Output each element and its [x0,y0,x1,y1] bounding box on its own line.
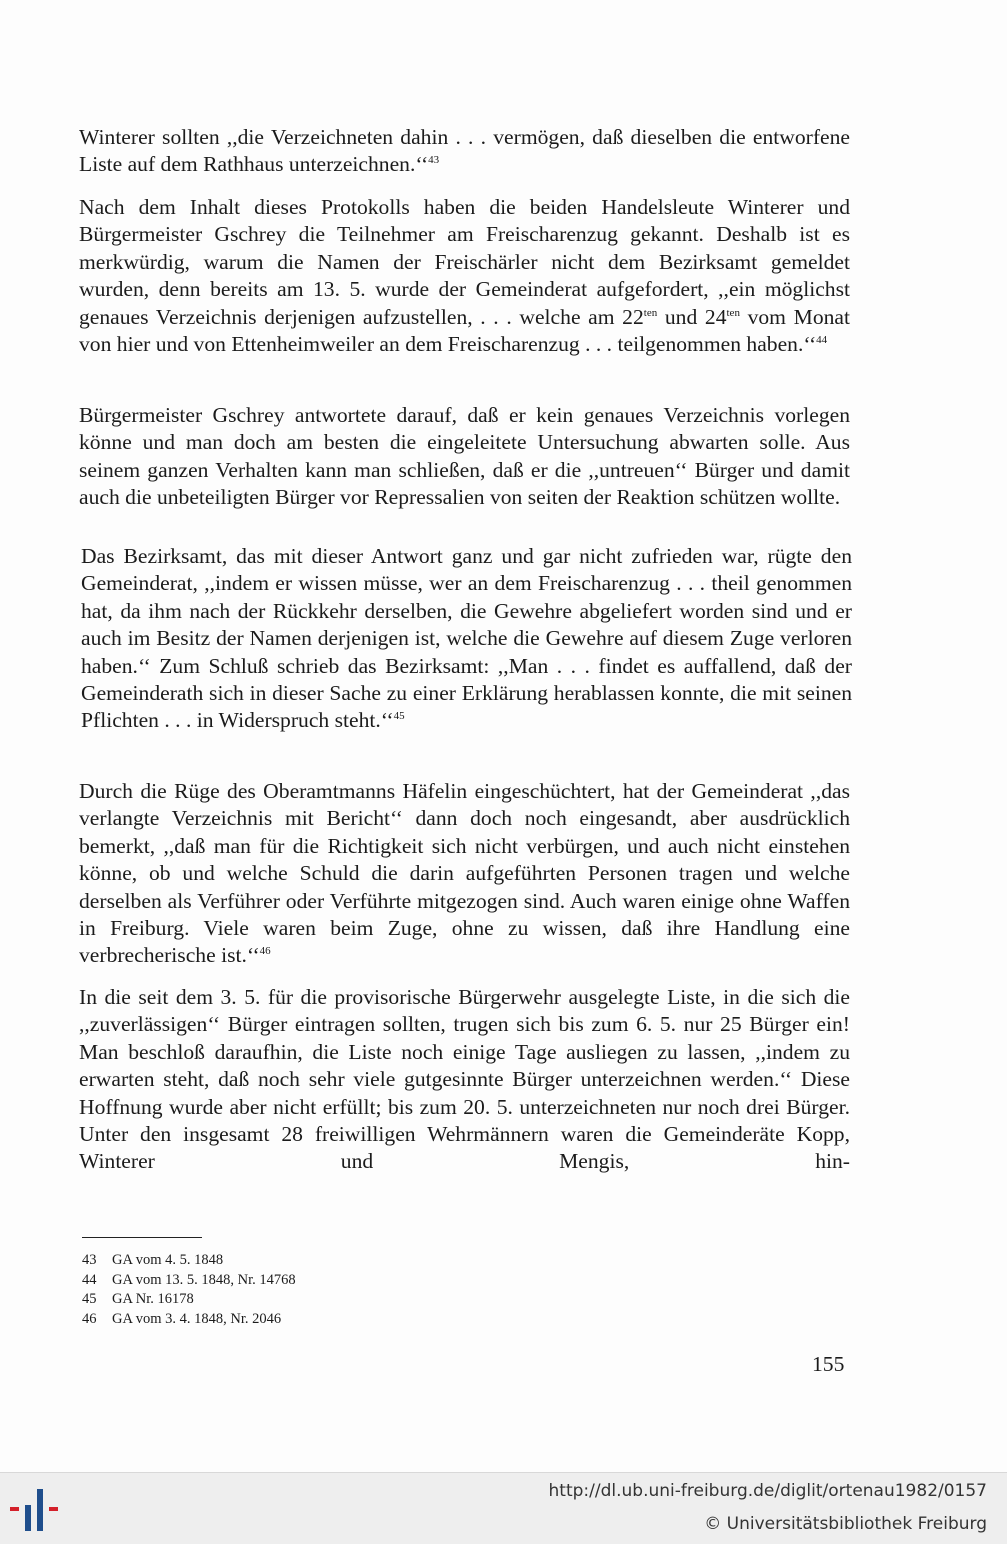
paragraph-5-text: Durch die Rüge des Oberamtmanns Häfelin eingeschüchtert, hat der Gemeinderat ,,das verlangte Verzeichnis mit Bericht‘‘ dann doch noch eingesandt, aber ausdrücklich bemerkt, ,,daß man für die Richtigkeit sich nicht verbürgen, und auch nicht einstehen könne, ob und welche Schuld die darin aufgeführten Personen tragen und welche derselben als Verführer oder Verführte mitgezogen sind. Auch waren einige ohne Waffen in Freiburg. Viele waren beim Zuge, ohne zu wissen, daß ihre Handlung eine verbrecherische ist.‘‘ [79,779,850,968]
footnote-43 [82,1251,296,1271]
paragraph-1 [79,124,850,179]
footnote-text: GA vom 3. 4. 1848, Nr. 2046 [112,1310,282,1327]
footnotes [82,1251,296,1329]
permalink-url-link[interactable]: http://dl.ub.uni-freiburg.de/diglit/ortenau1982/0157 [548,1481,987,1501]
library-footer-bar [0,1472,1007,1544]
paragraph-6-text: In die seit dem 3. 5. für die provisorische Bürgerwehr ausgelegte Liste, in die sich die ,,zuverlässigen‘‘ Bürger eintragen sollten, trugen sich bis zum 6. 5. nur 25 Bürger ein! Man beschloß daraufhin, die Liste noch einige Tage ausliegen zu lassen, ,,indem zu erwarten steht, daß noch sehr viele gutgesinnte Bürger unterzeichnen werden.‘‘ Diese Hoffnung wurde aber nicht erfüllt; bis zum 20. 5. unterzeichneten nur noch drei Bürger. Unter den insgesamt 28 freiwilligen Wehrmännern waren die Gemeinderäte Kopp, Winterer und Mengis, hin- [79,985,850,1174]
footnote-text: GA Nr. 16178 [112,1291,194,1307]
footnote-44 [82,1271,296,1291]
footnote-ref-43: 43 [428,154,440,167]
page-number: 155 [812,1352,845,1376]
footnote-text: GA vom 13. 5. 1848, Nr. 14768 [112,1271,296,1288]
footnote-46 [82,1310,296,1330]
paragraph-2-text-b: und 24 [657,304,727,329]
footnote-number: 46 [82,1310,97,1327]
superscript-ten-2: ten [726,306,740,319]
paragraph-4-text: Das Bezirksamt, das mit dieser Antwort ganz und gar nicht zufrieden war, rügte den Gemeinderat, ,,indem er wissen müsse, wer an dem Freischarenzug . . . theil genommen hat, da ihm nach der Rückkehr derselben, die Gewehre abgeliefert worden sind und er auch im Besitz der Namen derjenigen ist, welche die Gewehre auf diesem Zuge verloren haben.‘‘ Zum Schluß schrieb das Bezirksamt: ,,Man . . . findet es auffallend, daß der Gemeinderath sich in dieser Sache zu einer Erklärung herablassen konnte, die mit seinen Pflichten . . . in Widerspruch steht.‘‘ [81,544,852,733]
paragraph-2-text-c: vom Monat von hier und von Ettenheimweiler an dem Freischarenzug . . . teilgenommen haben.‘‘ [79,304,850,357]
superscript-ten-1: ten [643,306,658,319]
footnote-ref-44: 44 [816,333,828,346]
footnote-number: 43 [82,1252,97,1268]
paragraph-2 [79,194,850,358]
paragraph-2-text-a: Nach dem Inhalt dieses Protokolls haben die beiden Handelsleute Winterer und Bürgermeister Gschrey die Teilnehmer am Freischarenzug gekannt. Deshalb ist es merkwürdig, warum die Namen der Freischärler nicht dem Bezirksamt gemeldet wurden, denn bereits am 13. 5. wurde der Gemeinderat aufgefordert, ,,ein möglichst genaues Verzeichnis derjenigen aufzustellen, . . . welche am 22 [79,195,850,329]
copyright-notice: © Universitätsbibliothek Freiburg [704,1514,987,1534]
paragraph-3 [79,402,850,512]
footnote-45 [82,1290,296,1310]
paragraph-3-text: Bürgermeister Gschrey antwortete darauf, daß er kein genaues Verzeichnis vorlegen könne und man doch am besten die eingeleitete Untersuchung abwarten solle. Aus seinem ganzen Verhalten kann man schließen, daß er die ,,untreuen‘‘ Bürger und damit auch die unbeteiligten Bürger vor Repressalien von seiten der Reaktion schützen wollte. [79,403,850,510]
footnote-divider [82,1237,202,1238]
footnote-text: GA vom 4. 5. 1848 [112,1252,224,1268]
footnote-number: 45 [82,1291,97,1307]
paragraph-5 [79,778,850,970]
footnote-ref-46: 46 [259,945,271,958]
paragraph-4 [81,543,852,735]
paragraph-6 [79,984,850,1176]
paragraph-1-text: Winterer sollten ,,die Verzeichneten dahin . . . vermögen, daß dieselben die entworfene Liste auf dem Rathhaus unterzeichnen.‘‘ [79,125,850,177]
footnote-number: 44 [82,1271,97,1288]
ub-freiburg-logo-icon [8,1483,68,1535]
footnote-ref-45: 45 [393,710,405,723]
